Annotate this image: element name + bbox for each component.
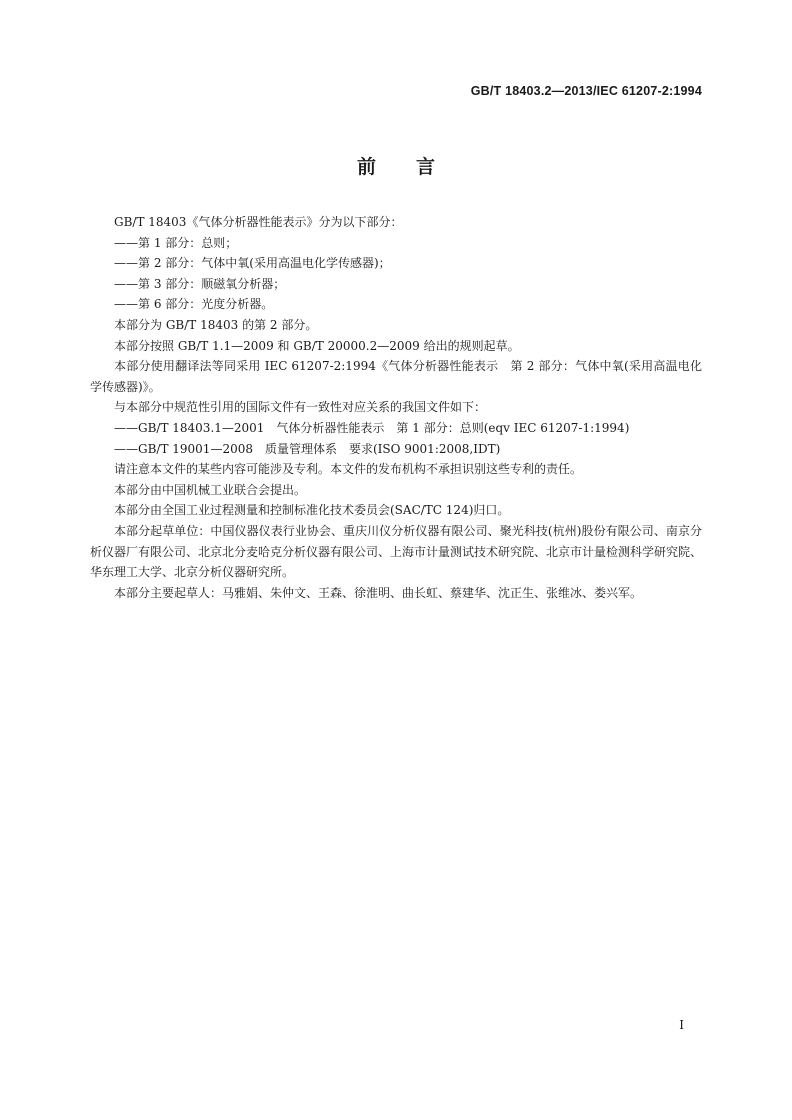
paragraph-centralized-by: 本部分由全国工业过程测量和控制标准化技术委员会(SAC/TC 124)归口。 (114, 503, 510, 518)
foreword-body (90, 212, 702, 603)
paragraph-drafters: 本部分主要起草人：马雅娟、朱仲文、王森、徐淮明、曲长虹、蔡建华、沈正生、张维冰、娄兴军。 (114, 585, 643, 600)
page-title: 前言 (356, 156, 475, 178)
paragraph-proposed-by: 本部分由中国机械工业联合会提出。 (114, 482, 307, 497)
list-item-part-3: ——第 3 部分：顺磁氧分析器； (114, 276, 286, 291)
paragraph-normative-refs: 与本部分中规范性引用的国际文件有一致性对应关系的我国文件如下： (114, 400, 487, 415)
standard-code-header: GB/T 18403.2—2013/IEC 61207-2:1994 (470, 84, 702, 98)
paragraph-drafting-units: 本部分起草单位：中国仪器仪表行业协会、重庆川仪分析仪器有限公司、聚光科技(杭州)股份有限公司、南京分析仪器厂有限公司、北京北分麦哈克分析仪器有限公司、上海市计量测试技术研究院、北京市计量检测科学研究院、华东理工大学、北京分析仪器研究所。 (90, 523, 703, 580)
paragraph-part-statement: 本部分为 GB/T 18403 的第 2 部分。 (114, 317, 318, 332)
page-number: I (679, 1018, 684, 1032)
list-item-ref-2: ——GB/T 19001—2008 质量管理体系 要求(ISO 9001:2008,IDT) (114, 441, 501, 456)
list-item-part-1: ——第 1 部分：总则； (114, 235, 238, 250)
paragraph-patent-notice: 请注意本文件的某些内容可能涉及专利。本文件的发布机构不承担识别这些专利的责任。 (114, 462, 583, 477)
list-item-part-6: ——第 6 部分：光度分析器。 (114, 297, 274, 312)
paragraph-drafting-rules: 本部分按照 GB/T 1.1—2009 和 GB/T 20000.2—2009 给出的规则起草。 (114, 338, 520, 353)
paragraph-adoption: 本部分使用翻译法等同采用 IEC 61207-2:1994《气体分析器性能表示 第 2 部分：气体中氧(采用高温电化学传感器)》。 (90, 359, 702, 394)
list-item-part-2: ——第 2 部分：气体中氧(采用高温电化学传感器)； (114, 256, 391, 271)
paragraph-intro: GB/T 18403《气体分析器性能表示》分为以下部分： (114, 215, 403, 229)
list-item-ref-1: ——GB/T 18403.1—2001 气体分析器性能表示 第 1 部分：总则(eqv IEC 61207-1:1994) (114, 420, 630, 435)
